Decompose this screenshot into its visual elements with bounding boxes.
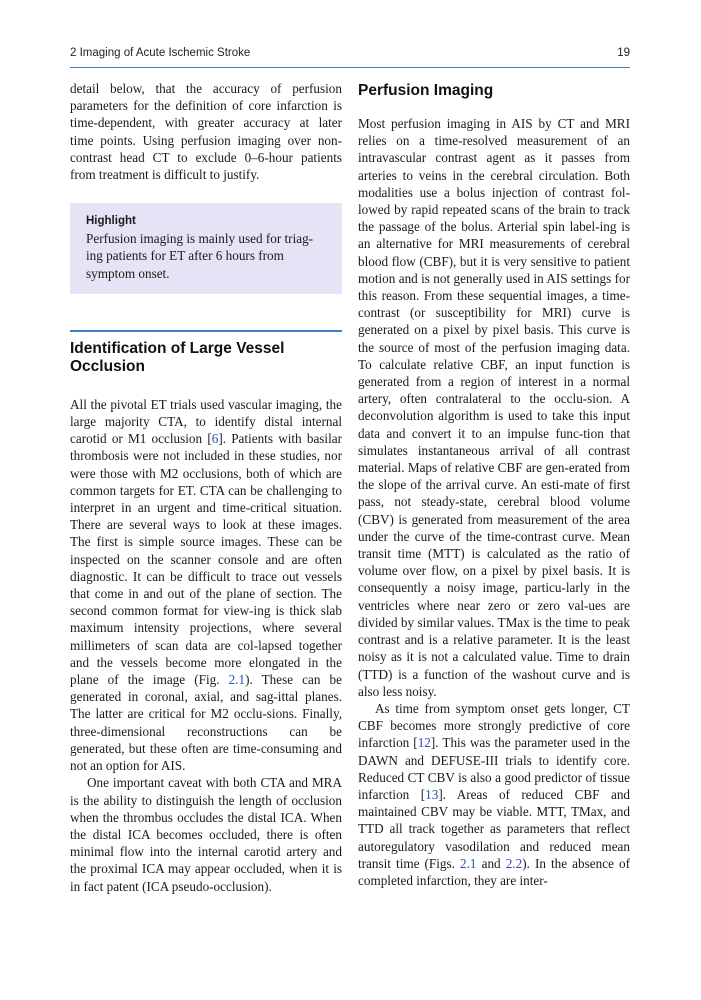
figure-link[interactable]: 2.1 [228,672,246,688]
paragraph-perfusion-methods: Most perfusion imaging in AIS by CT and MRI relies on a time-resolved measurement of an intravascular contrast agent as it passes from arteries to veins in the cerebral circulation. Both modalities use a bolus injection of contrast fol-lowed by rapid repeated scans of the brain to track the passage of the bolus. Arterial spin label-ing is an alternative for MRI measurements of cerebral blood flow (CBF), but it is very sensitive to patient motion and is not generally used in AIS settings for this reason. From these sequential images, a time-contrast (or susceptibility for MRI) curve is generated on a pixel by pixel basis. This curve is the source of most of the perfusion imaging data. To calculate relative CBF, an input function is generated from a region of interest in a normal artery, often contralateral to the occlu-sion. A deconvolution algorithm is used to take this input data and convert it to an impulse func-tion that simulates instantaneous arrival of all contrast material. Maps of relative CBF are gen-erated from the slope of the arrival curve. An esti-mate of first pass, not steady-state, cerebral blood volume (CBV) is generated from measurement of the area under the curve of the time-contrast curve. Mean transit time (MTT) is calculated as the ratio of volume over flow, on a pixel by pixel basis. It is consequently a noisy image, particu-larly in the ventricles where near zero or zero val-ues are divided by similar values. TMax is the time to peak contrast and is a relative parameter. It is the least noisy as it is not a calculated value. Time to drain (TTD) is a function of the washout curve and is also less noisy. [358,116,630,699]
citation-link[interactable]: 12 [417,735,431,751]
page-number: 19 [617,47,630,59]
citation-link[interactable]: 6 [211,431,219,447]
paragraph-caveat: One important caveat with both CTA and MRA is the ability to distinguish the length of occlusion when the thrombus occludes the distal ICA. When the distal ICA becomes occluded, there is often minimal flow into the internal carotid artery and the proximal ICA may appear occluded, when it is in fact patent (ICA pseudo-occlusion). [70,775,342,894]
paragraph-vascular-imaging: All the pivotal ET trials used vascular imaging, the large majority CTA, to identify distal internal carotid or M1 occlusion [6]. Patients with basilar thrombosis were not included in these studies, nor were those with M2 occlusions, both of which are common targets for ET. CTA can be challenging to interpret in an urgent and time-critical situation. There are several ways to look at these images. The first is simple source images. These can be inspected on the scanner console and are often diagnostic. It can be difficult to trace out vessels that come in and out of the plane of section. The second common format for view-ing is thick slab maximum intensity projections, where several millimeters of scan data are col-lapsed together and the vessels become more elongated in the plane of the image (Fig. 2.1). These can be generated in coronal, axial, and sag-ittal planes. The latter are critical for M2 occlu-sions. Finally, three-dimensional reconstructions can be generated, but these often are time-consuming and not an option for AIS. [70,396,342,774]
intro-paragraph: detail below, that the accuracy of perfusion parameters for the definition of core infarction is time-dependent, with greater accuracy at later time points. Using perfusion imaging over non- contrast head CT to exclude 0–6-hour patients from treatment is difficult to justify. [70,81,342,183]
running-header [70,47,630,59]
right-column [358,80,630,889]
paragraph-perfusion-predictors: As time from symptom onset gets longer, CT CBF becomes more strongly predictive of core infarction [12]. This was the parameter used in the DAWN and DEFUSE-III trials to identify core. Reduced CT CBV is also a good predictor of tissue infarction [13]. Areas of reduced CBF and maintained CBV may be viable. MTT, TMax, and TTD all track together as parameters that reflect autoregulatory vasodilation and reduced mean transit time (Figs. 2.1 and 2.2). In the absence of completed infarction, they are inter- [358,700,631,888]
figure-link[interactable]: 2.2 [505,855,523,871]
chapter-title: 2 Imaging of Acute Ischemic Stroke [70,47,251,59]
highlight-text: Perfusion imaging is mainly used for triag- ing patients for ET after 6 hours from symptom onset. [86,231,314,281]
citation-link[interactable]: 13 [425,786,439,802]
section-heading-large-vessel-occlusion: Identification of Large Vessel Occlusion [70,339,285,375]
header-rule [70,67,630,68]
figure-link[interactable]: 2.1 [460,855,477,871]
left-column [70,80,342,895]
highlight-title: Highlight [86,215,136,228]
highlight-box [70,203,342,294]
section-rule [70,330,342,332]
section-heading-perfusion-imaging: Perfusion Imaging [358,82,494,99]
